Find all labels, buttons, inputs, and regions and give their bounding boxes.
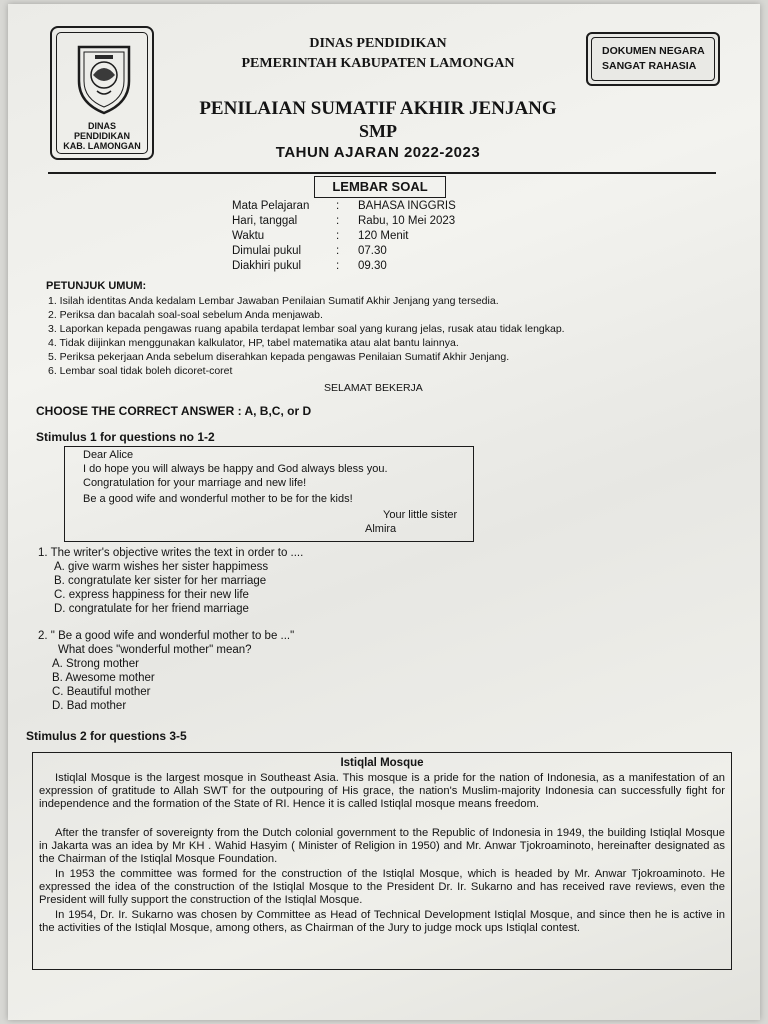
info-colon: : [336,215,340,227]
header-divider [48,172,716,174]
passage-paragraph: In 1954, Dr. Ir. Sukarno was chosen by Committee as Head of Technical Development Istiqlal Mosque, and since then he is active in the activities of the Istiqlal Mosque, among others, as Chairman of the Jury to judge mock ups Istiqlal contest. [39,909,725,935]
logo-caption-line: PENDIDIKAN [73,131,130,141]
crest-icon [75,41,133,117]
info-colon: : [336,245,340,257]
letter-signoff: Your little sister [383,509,458,521]
info-row-subject [232,200,532,214]
logo-frame [56,32,148,154]
info-label: Hari, tanggal [232,215,298,227]
stimulus1-heading: Stimulus 1 for questions no 1-2 [36,430,215,444]
stimulus2-box [32,752,732,970]
question-1-stem: 1. The writer's objective writes the text in order to .... [38,547,304,559]
agency-name: DINAS PENDIDIKAN [309,36,447,51]
info-value: 120 Menit [358,230,409,242]
stamp-line: DOKUMEN NEGARA [602,45,705,57]
question-2-stem: 2. " Be a good wife and wonderful mother to be ..." [38,630,295,642]
instruction-item: 1. Isilah identitas Anda kedalam Lembar Jawaban Penilaian Sumatif Akhir Jenjang yang tersedia. [48,295,499,307]
question-1-option-a: A. give warm wishes her sister happimess [54,561,269,573]
question-1-option-c: C. express happiness for their new life [54,589,249,601]
sheet-label: LEMBAR SOAL [314,176,446,198]
info-label: Dimulai pukul [232,245,302,257]
passage-paragraph: In 1953 the committee was formed for the construction of the Istiqlal Mosque, which is headed by Mr. Anwar Tjokroaminoto. He expressed the idea of the construction of the Istiqlal Mosque to the President Dr. Ir. Sukarno and has received rave reviews, even the President will fully support the construction of the Istiqlal Mosque. [39,868,725,907]
stimulus2-heading: Stimulus 2 for questions 3-5 [26,729,187,743]
info-value: BAHASA INGGRIS [358,200,456,212]
info-row-end [232,260,532,274]
instruction-item: 5. Periksa pekerjaan Anda sebelum diserahkan kepada pengawas Penilaian Sumatif Akhir Jenjang. [48,351,510,363]
logo-caption-line: DINAS [87,121,116,131]
letter-line: Dear Alice [83,449,134,461]
question-2-prompt: What does "wonderful mother" mean? [58,644,252,656]
passage-paragraph: Istiqlal Mosque is the largest mosque in Southeast Asia. This mosque is a pride for the nation of Indonesia, as a manifestation of an expression of gratitude to Allah SWT for the outpouring of His grace, the nation's Muslim-majority Indonesia can successfully fight for independence and the formation of the State of RI. Hence it is called Istiqlal mosque means freedom. [39,772,725,811]
info-colon: : [336,230,340,242]
info-value: 07.30 [358,245,387,257]
question-2-option-d: D. Bad mother [52,700,127,712]
question-2-option-c: C. Beautiful mother [52,686,151,698]
exam-paper [8,4,760,1020]
letter-line: Be a good wife and wonderful mother to be for the kids! [83,493,353,505]
info-colon: : [336,200,340,212]
academic-year: TAHUN AJARAN 2022-2023 [275,144,481,161]
logo-caption-line: KAB. LAMONGAN [63,141,141,151]
passage-title: Istiqlal Mosque [340,757,424,769]
instruction-item: 4. Tidak diijinkan menggunakan kalkulator, HP, tabel matematika atau alat bantu lainnya. [48,337,459,349]
government-name: PEMERINTAH KABUPATEN LAMONGAN [241,56,515,71]
answer-directive: CHOOSE THE CORRECT ANSWER : A, B,C, or D [36,404,312,418]
info-row-start [232,245,532,259]
classification-stamp [586,32,720,86]
question-2-option-b: B. Awesome mother [52,672,155,684]
instructions-title: PETUNJUK UMUM: [46,280,147,292]
exam-title: PENILAIAN SUMATIF AKHIR JENJANG [199,98,557,119]
info-label: Diakhiri pukul [232,260,302,272]
school-level: SMP [359,121,397,141]
letter-signature: Almira [365,523,397,535]
instruction-item: 2. Periksa dan bacalah soal-soal sebelum Anda menjawab. [48,309,323,321]
letter-line: I do hope you will always be happy and God always bless you. [83,463,388,475]
info-value: 09.30 [358,260,387,272]
closing-note: SELAMAT BEKERJA [324,382,423,394]
letter-line: Congratulation for your marriage and new life! [83,477,307,489]
stamp-frame [591,37,715,81]
question-2-option-a: A. Strong mother [52,658,139,670]
logo-caption [57,121,147,151]
info-label: Mata Pelajaran [232,200,310,212]
stamp-line: SANGAT RAHASIA [602,60,697,72]
info-value: Rabu, 10 Mei 2023 [358,215,456,227]
passage-paragraph: After the transfer of sovereignty from the Dutch colonial government to the Republic of Indonesia in 1949, the building Istiqlal Mosque in Jakarta was an idea by Mr KH . Wahid Hasyim ( Minister of Religion in 1950) and Mr. Anwar Tjokroaminoto, hereinafter designated as the Chairman of the Istiqlal Mosque Foundation. [39,827,725,866]
stimulus1-box [64,446,474,542]
info-colon: : [336,260,340,272]
info-label: Waktu [232,230,265,242]
info-row-date [232,215,532,229]
question-1-option-b: B. congratulate ker sister for her marriage [54,575,267,587]
instruction-item: 6. Lembar soal tidak boleh dicoret-coret [48,365,233,377]
regency-logo [50,26,154,160]
info-row-duration [232,230,532,244]
question-1-option-d: D. congratulate for her friend marriage [54,603,249,615]
instruction-item: 3. Laporkan kepada pengawas ruang apabila terdapat lembar soal yang kurang jelas, rusak atau tidak lengkap. [48,323,565,335]
